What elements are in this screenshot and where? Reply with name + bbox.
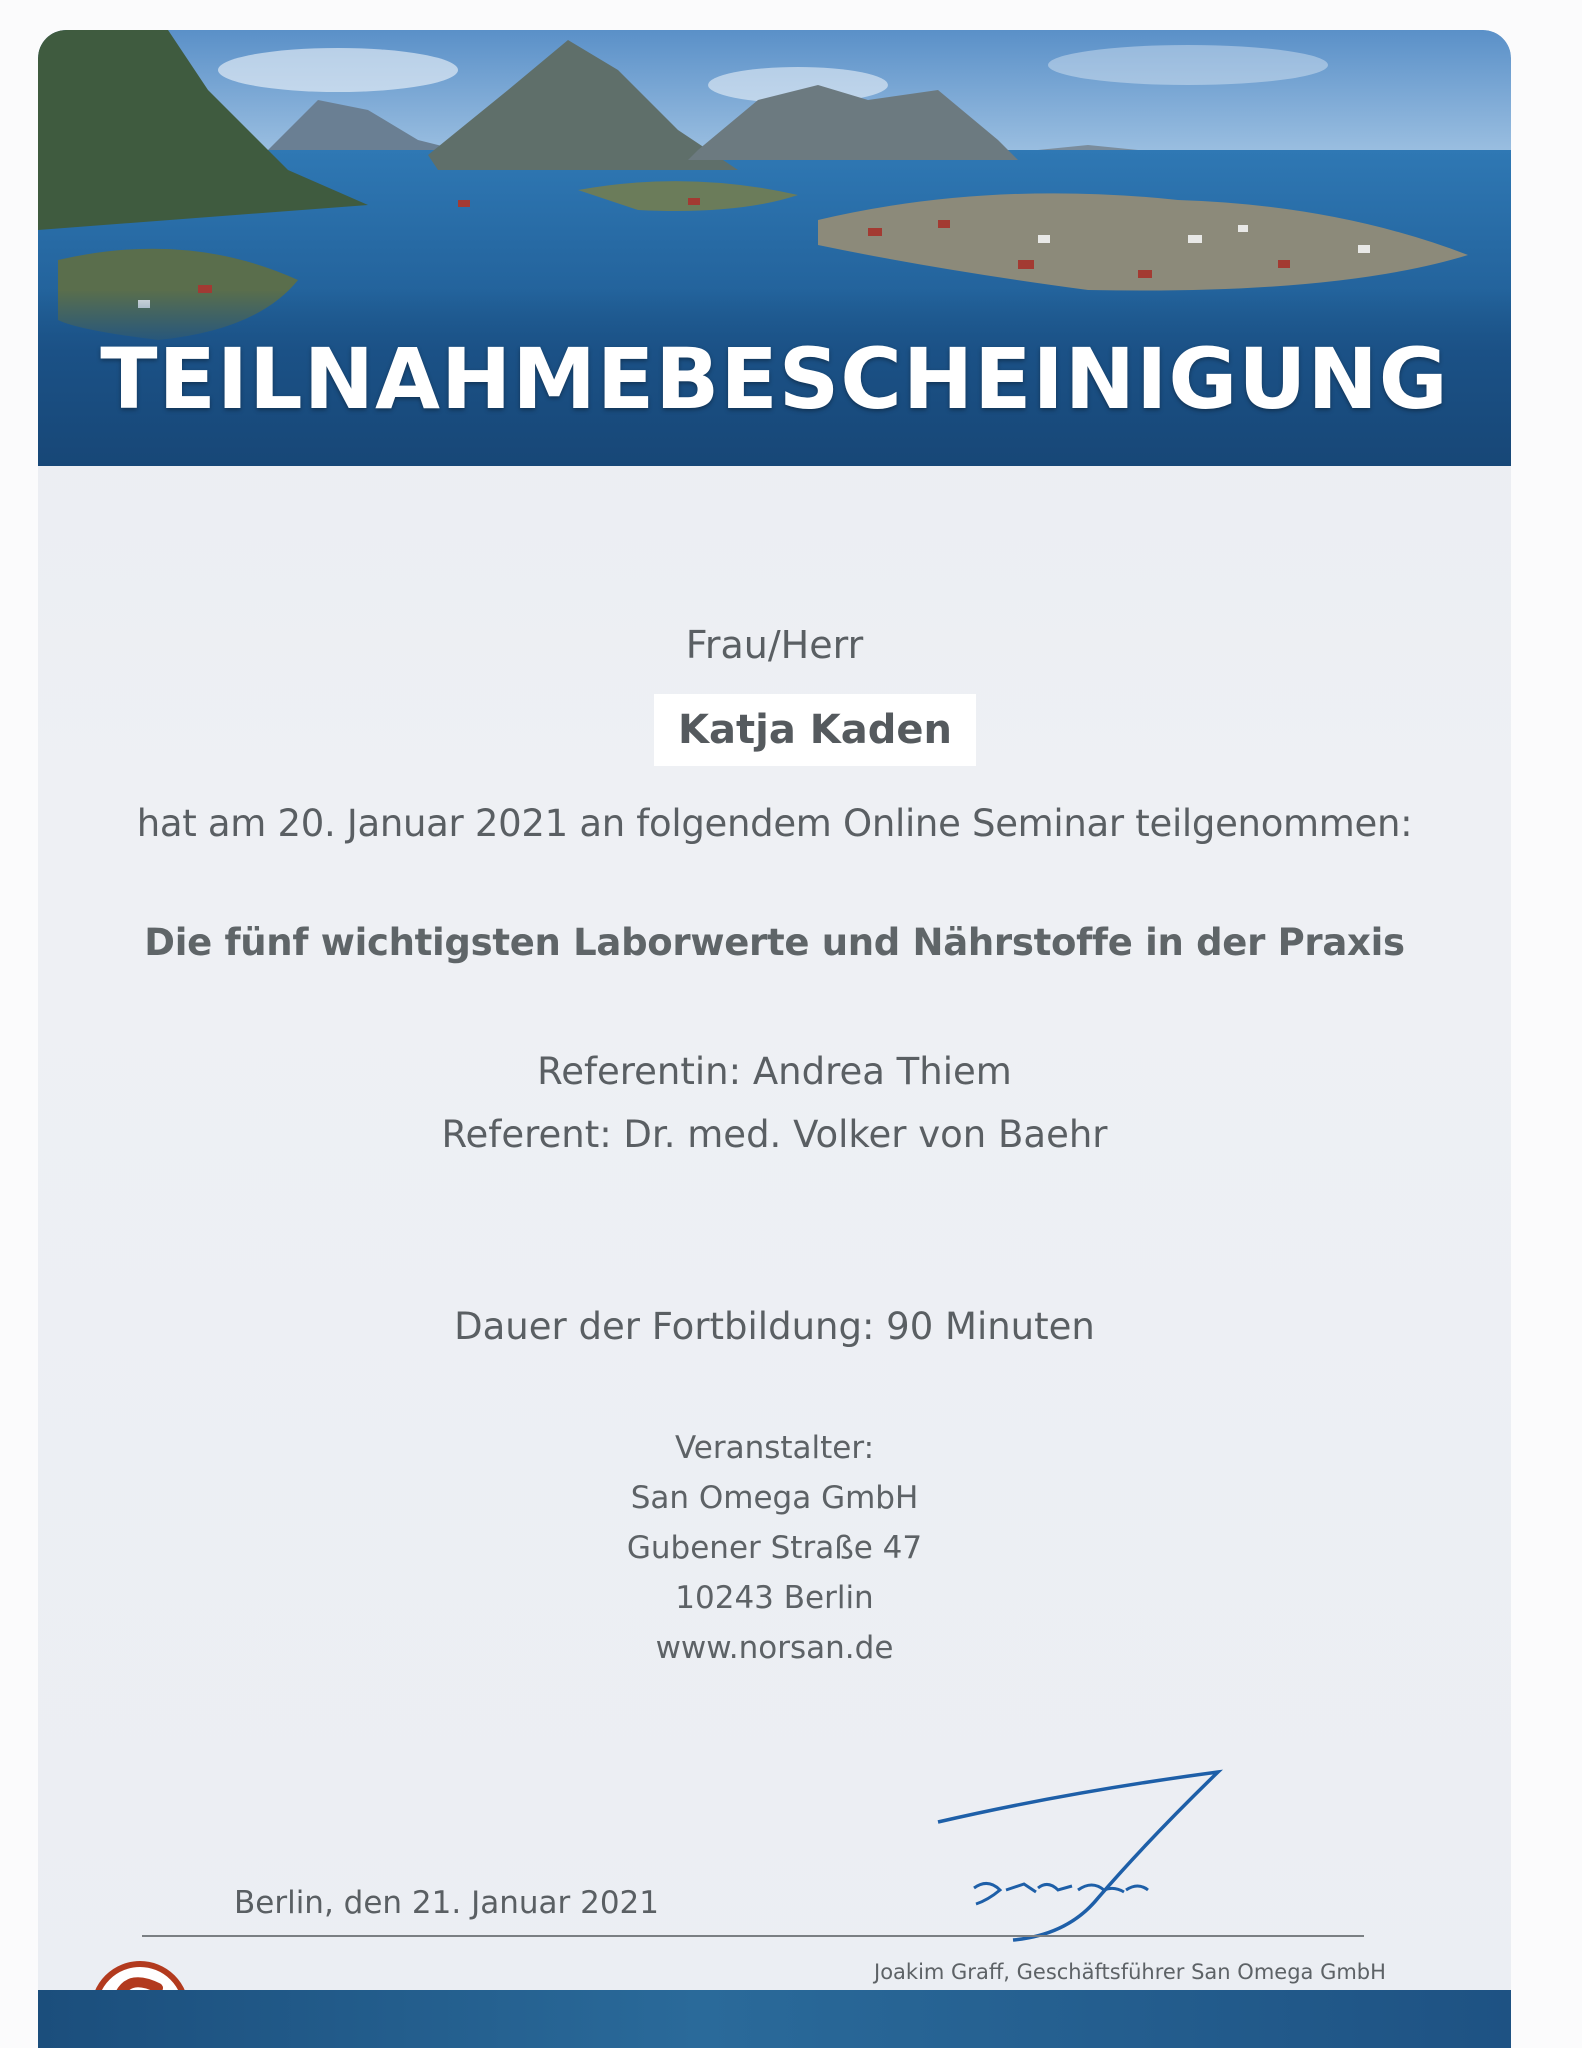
salutation: Frau/Herr	[685, 623, 864, 667]
place-and-date: Berlin, den 21. Januar 2021	[234, 1885, 659, 1921]
speaker-2: Referent: Dr. med. Volker von Baehr	[441, 1113, 1108, 1156]
certificate-page	[38, 30, 1511, 2048]
organizer-city: 10243 Berlin	[675, 1580, 874, 1616]
speaker-1: Referentin: Andrea Thiem	[537, 1050, 1012, 1093]
certificate-title: TEILNAHMEBESCHEINIGUNG	[100, 330, 1449, 428]
recipient-name-box	[654, 694, 976, 766]
organizer-label: Veranstalter:	[674, 1430, 875, 1466]
course-duration: Dauer der Fortbildung: 90 Minuten	[454, 1305, 1095, 1348]
participation-statement: hat am 20. Januar 2021 an folgendem Online Seminar teilgenommen:	[136, 802, 1413, 845]
organizer-website: www.norsan.de	[655, 1630, 894, 1666]
recipient-name: Katja Kaden	[678, 707, 952, 753]
signer-caption: Joakim Graff, Geschäftsführer San Omega GmbH	[874, 1960, 1386, 1984]
footer-banner	[38, 1990, 1511, 2048]
signature-line	[142, 1935, 1364, 1937]
handwritten-signature	[888, 1750, 1268, 1950]
organizer-name: San Omega GmbH	[630, 1480, 919, 1516]
header-banner	[38, 30, 1511, 466]
organizer-street: Gubener Straße 47	[626, 1530, 923, 1566]
seminar-title: Die fünf wichtigsten Laborwerte und Nährstoffe in der Praxis	[144, 921, 1405, 964]
